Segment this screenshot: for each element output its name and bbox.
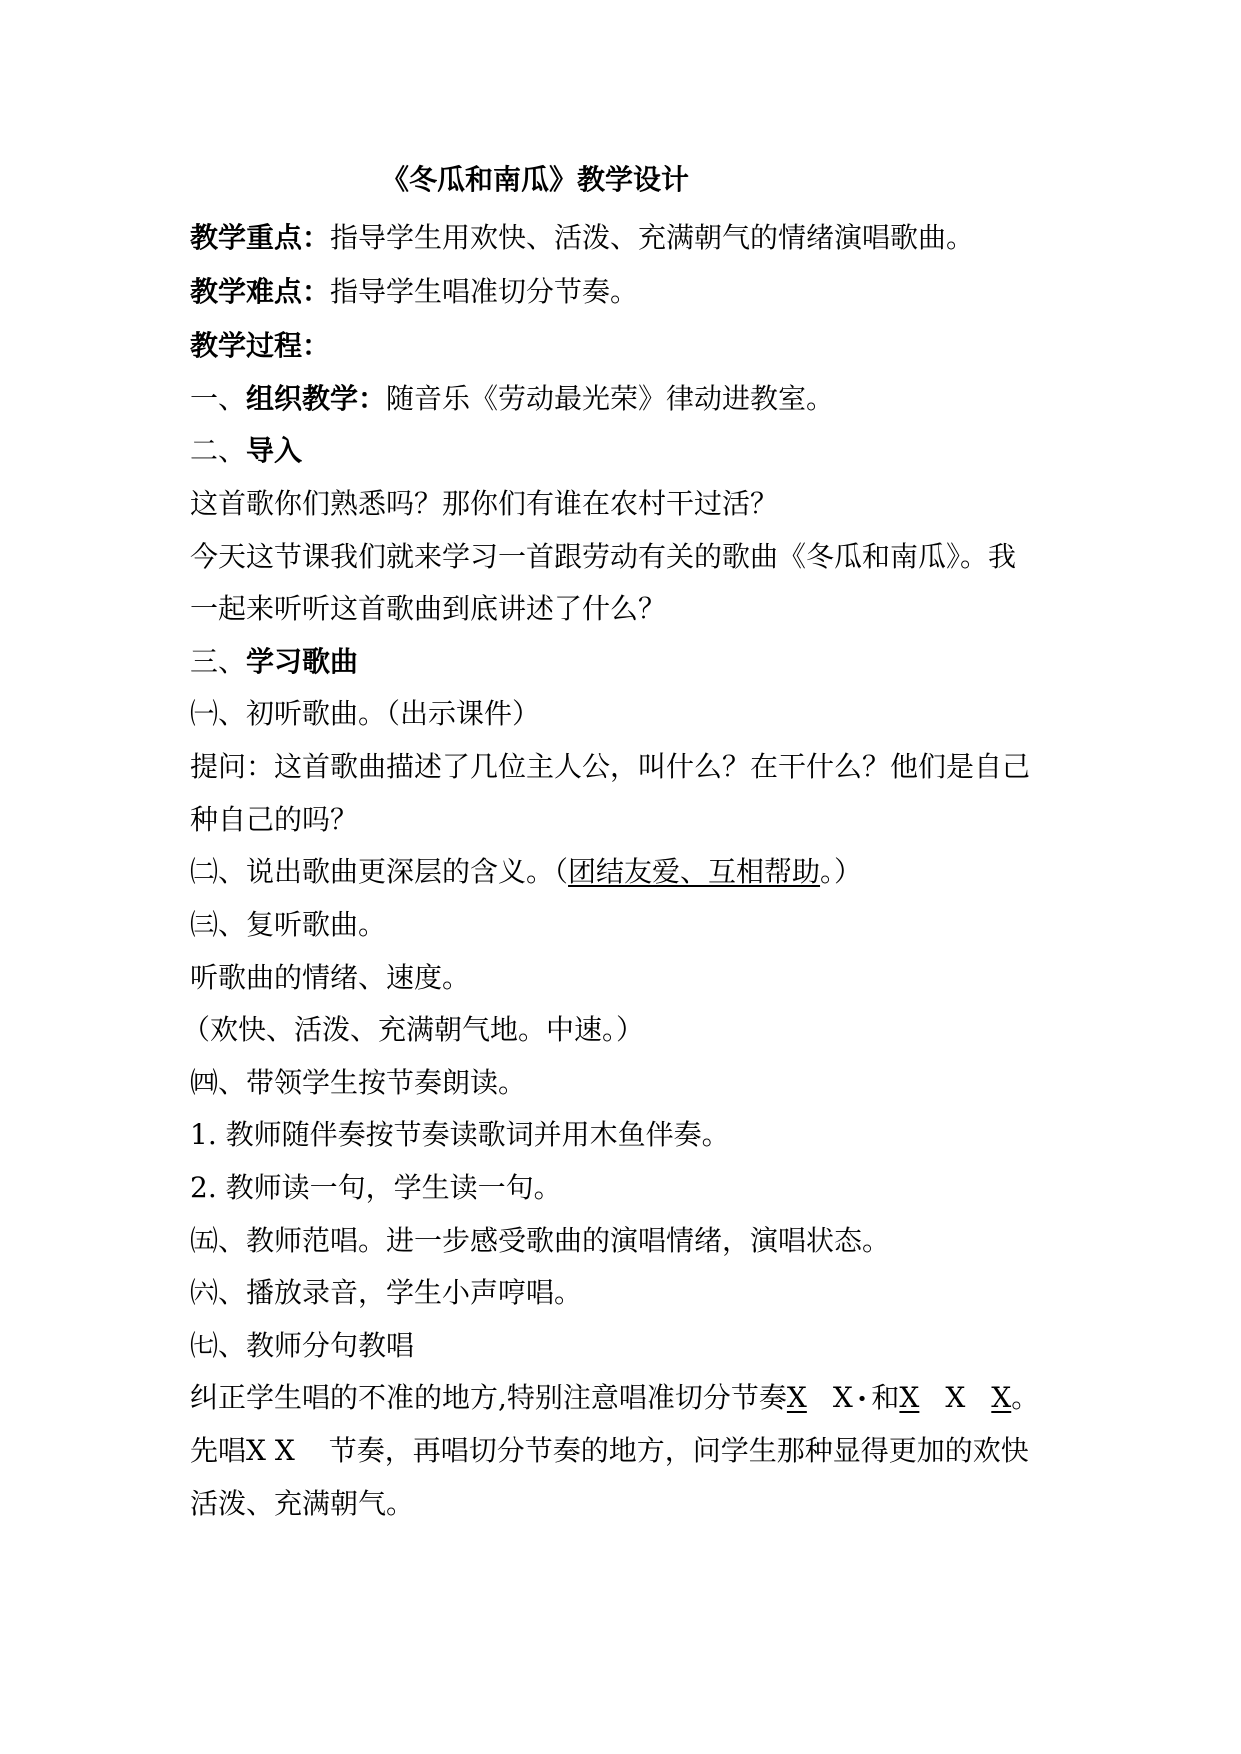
section-1-line [190,379,834,419]
rhythm-first-line [190,1431,1029,1471]
step-6-text: 播放录音，学生小声哼唱。 [246,1276,583,1309]
intro-line-3: 一起来听听这首歌曲到底讲述了什么？ [190,592,667,625]
page-title: 《冬瓜和南瓜》教学设计 [381,163,690,196]
step-3-number: ㈢、 [190,908,247,941]
difficulty-line [190,272,638,312]
step-4-number: ㈣、 [190,1066,247,1099]
mood-line: 听歌曲的情绪、速度。 [190,961,471,994]
step-6-line [190,1273,582,1313]
section-2-heading [190,431,302,471]
step-7-number: ㈦、 [190,1329,247,1362]
key-point-line [190,218,974,258]
intro-line-1: 这首歌你们熟悉吗？那你们有谁在农村干过活？ [190,487,779,520]
process-heading: 教学过程： [190,329,331,362]
rhythm-dot: • [856,1388,868,1410]
section-2-number: 二、 [190,434,247,467]
section-3-label: 学习歌曲 [246,645,359,678]
question-line-2: 种自己的吗？ [190,803,359,836]
rhythm-last-line: 活泼、充满朝气。 [190,1487,415,1520]
step-2-number: ㈡、 [190,855,247,888]
step-6-number: ㈥、 [190,1276,247,1309]
step-1-line [190,694,540,734]
step-7-text: 教师分句教唱 [246,1329,415,1362]
step-4-text: 带领学生按节奏朗读。 [246,1066,527,1099]
section-3-heading [190,642,358,682]
difficulty-label: 教学难点： [190,275,331,308]
rhythm-note-x: X [899,1381,920,1414]
step-2-line [190,852,862,892]
section-1-label: 组织教学： [246,382,387,415]
step-1-text: 初听歌曲。（出示课件） [246,697,541,730]
rhythm-note-x: X [786,1381,807,1414]
step-7-line [190,1326,414,1366]
step-5-line [190,1221,890,1261]
key-point-label: 教学重点： [190,221,331,254]
question-line-1: 提问：这首歌曲描述了几位主人公，叫什么？在干什么？他们是自己 [190,750,1031,783]
section-2-label: 导入 [246,434,303,467]
substep-1-line: 1. 教师随伴奏按节奏读歌词并用木鱼伴奏。 [190,1118,730,1151]
rhythm-correct-line [190,1378,1039,1420]
rhythm-note-x: X [832,1381,853,1414]
step-4-line [190,1063,526,1103]
step-3-line [190,905,386,945]
intro-line-2: 今天这节课我们就来学习一首跟劳动有关的歌曲《冬瓜和南瓜》。我 [190,540,1017,573]
step-5-number: ㈤、 [190,1224,247,1257]
rhythm-end: 。 [1011,1381,1040,1414]
rhythm-note-x: X [991,1381,1012,1414]
step-1-number: ㈠、 [190,697,247,730]
step-2-text: 说出歌曲更深层的含义。（ [246,855,569,888]
step-5-text: 教师范唱。进一步感受歌曲的演唱情绪，演唱状态。 [246,1224,891,1257]
step-3-text: 复听歌曲。 [246,908,387,941]
substep-2-line: 2. 教师读一句，学生读一句。 [190,1171,562,1204]
rhythm-correct-text: 纠正学生唱的不准的地方,特别注意唱准切分节奏 [190,1381,787,1414]
step-2-underlined-answer: 团结友爱、互相帮助 [568,855,821,888]
rhythm-and-text: 和 [871,1381,900,1414]
rhythm-note-x: X [274,1434,295,1467]
key-point-text: 指导学生用欢快、活泼、充满朝气的情绪演唱歌曲。 [330,221,975,254]
section-1-text: 随音乐《劳动最光荣》律动进教室。 [386,382,835,415]
mood-answer-line: （欢快、活泼、充满朝气地。中速。） [182,1013,645,1046]
rhythm-note-x: X [246,1434,266,1467]
rhythm-note-x: X [945,1381,966,1414]
rhythm-first-rest: 节奏，再唱切分节奏的地方，问学生那种显得更加的欢快 [328,1434,1029,1467]
rhythm-first-start: 先唱 [190,1434,247,1467]
difficulty-text: 指导学生唱准切分节奏。 [330,275,639,308]
section-3-number: 三、 [190,645,247,678]
section-1-number: 一、 [190,382,247,415]
step-2-end: 。） [820,855,863,888]
